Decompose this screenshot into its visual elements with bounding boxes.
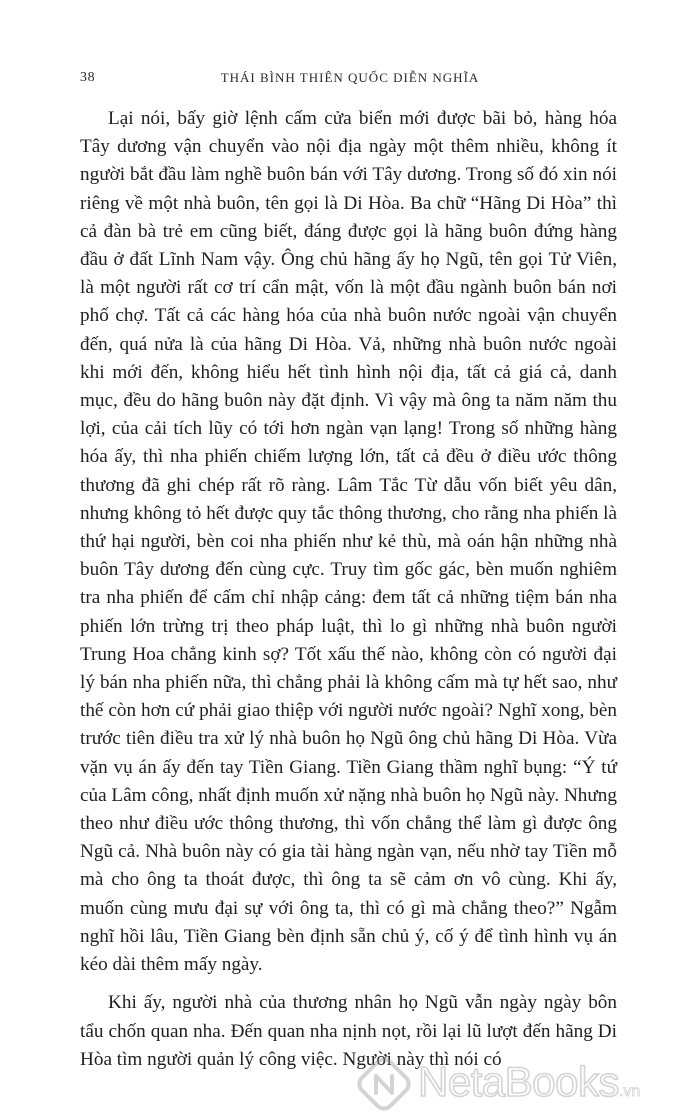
watermark bbox=[356, 1050, 686, 1112]
paragraph-2: Khi ấy, người nhà của thương nhân họ Ngũ vẫn ngày ngày bôn tẩu chốn quan nha. Đến quan nha nịnh nọt, rồi lại lũ lượt đến hãng Di Hòa tìm người quản lý công việc. Người này thì nói có bbox=[80, 992, 617, 1070]
watermark-brand: NetaBooks bbox=[418, 1058, 619, 1105]
running-title: THÁI BÌNH THIÊN QUỐC DIỄN NGHĨA bbox=[220, 70, 480, 85]
netabooks-logo-icon bbox=[356, 1056, 412, 1112]
watermark-text bbox=[418, 1056, 640, 1118]
paragraph-1: Lại nói, bấy giờ lệnh cấm cửa biển mới được bãi bỏ, hàng hóa Tây dương vận chuyển vào nội địa ngày một thêm nhiều, không ít người bắt đầu làm nghề buôn bán với Tây dương. Trong số đó xin nói riêng về một nhà buôn, tên gọi là Di Hòa. Ba chữ “Hãng Di Hòa” thì cả đàn bà trẻ em cũng biết, đáng được gọi là hãng buôn đứng hàng đầu ở đất Lĩnh Nam vậy. Ông chủ hãng ấy họ Ngũ, tên gọi Tử Viên, là một người rất cơ trí cẩn mật, vốn là một đầu ngành buôn bán nơi phố chợ. Tất cả các hàng hóa của nhà buôn nước ngoài vận chuyển đến, quá nửa là của hãng Di Hòa. Vả, những nhà buôn nước ngoài khi mới đến, không hiểu hết tình hình nội địa, tất cả giá cả, danh mục, đều do hãng buôn này đặt định. Vì vậy mà ông ta năm năm thu lợi, của cải tích lũy có tới hơn ngàn vạn lạng! Trong số những hàng hóa ấy, thì nha phiến chiếm lượng lớn, tất cả đều ở điều ước thông thương đã ghi chép rất rõ ràng. Lâm Tắc Từ dẫu vốn biết yêu dân, nhưng không tỏ hết được quy tắc thông thương, cho rằng nha phiến là thứ hại người, bèn coi nha phiến như kẻ thù, mà oán hận những nhà buôn Tây dương đến cùng cực. Truy tìm gốc gác, bèn muốn nghiêm tra nha phiến để cấm chỉ nhập cảng: đem tất cả những tiệm bán nha phiến lớn trừng trị theo pháp luật, thì lo gì những nhà buôn người Trung Hoa chẳng kinh sợ? Tốt xấu thế nào, không còn có người đại lý bán nha phiến nữa, thì chẳng phải là không cấm mà tự hết sao, như thế còn hơn cứ phải giao thiệp với người nước ngoài? Nghĩ xong, bèn trước tiên điều tra xử lý nhà buôn họ Ngũ ông chủ hãng Di Hòa. Vừa vặn vụ án ấy đến tay Tiền Giang. Tiền Giang thầm nghĩ bụng: “Ý tứ của Lâm công, nhất định muốn xử nặng nhà buôn họ Ngũ này. Nhưng theo như điều ước thông thương, thì vốn chẳng thể làm gì được ông Ngũ cả. Nhà buôn này có gia tài hàng ngàn vạn, nếu nhờ tay Tiền mỗ mà cho ông ta thoát được, thì ông ta sẽ cảm ơn vô cùng. Khi ấy, muốn cùng mưu đại sự với ông ta, thì có gì mà chẳng theo?” Ngẫm nghĩ hồi lâu, Tiền Giang bèn định sẵn chủ ý, cố ý để tình hình vụ án kéo dài thêm mấy ngày. bbox=[80, 108, 617, 976]
page-header bbox=[80, 70, 620, 92]
body-text bbox=[80, 105, 617, 1074]
page-number: 38 bbox=[80, 70, 96, 85]
watermark-suffix: .vn bbox=[618, 1083, 641, 1100]
